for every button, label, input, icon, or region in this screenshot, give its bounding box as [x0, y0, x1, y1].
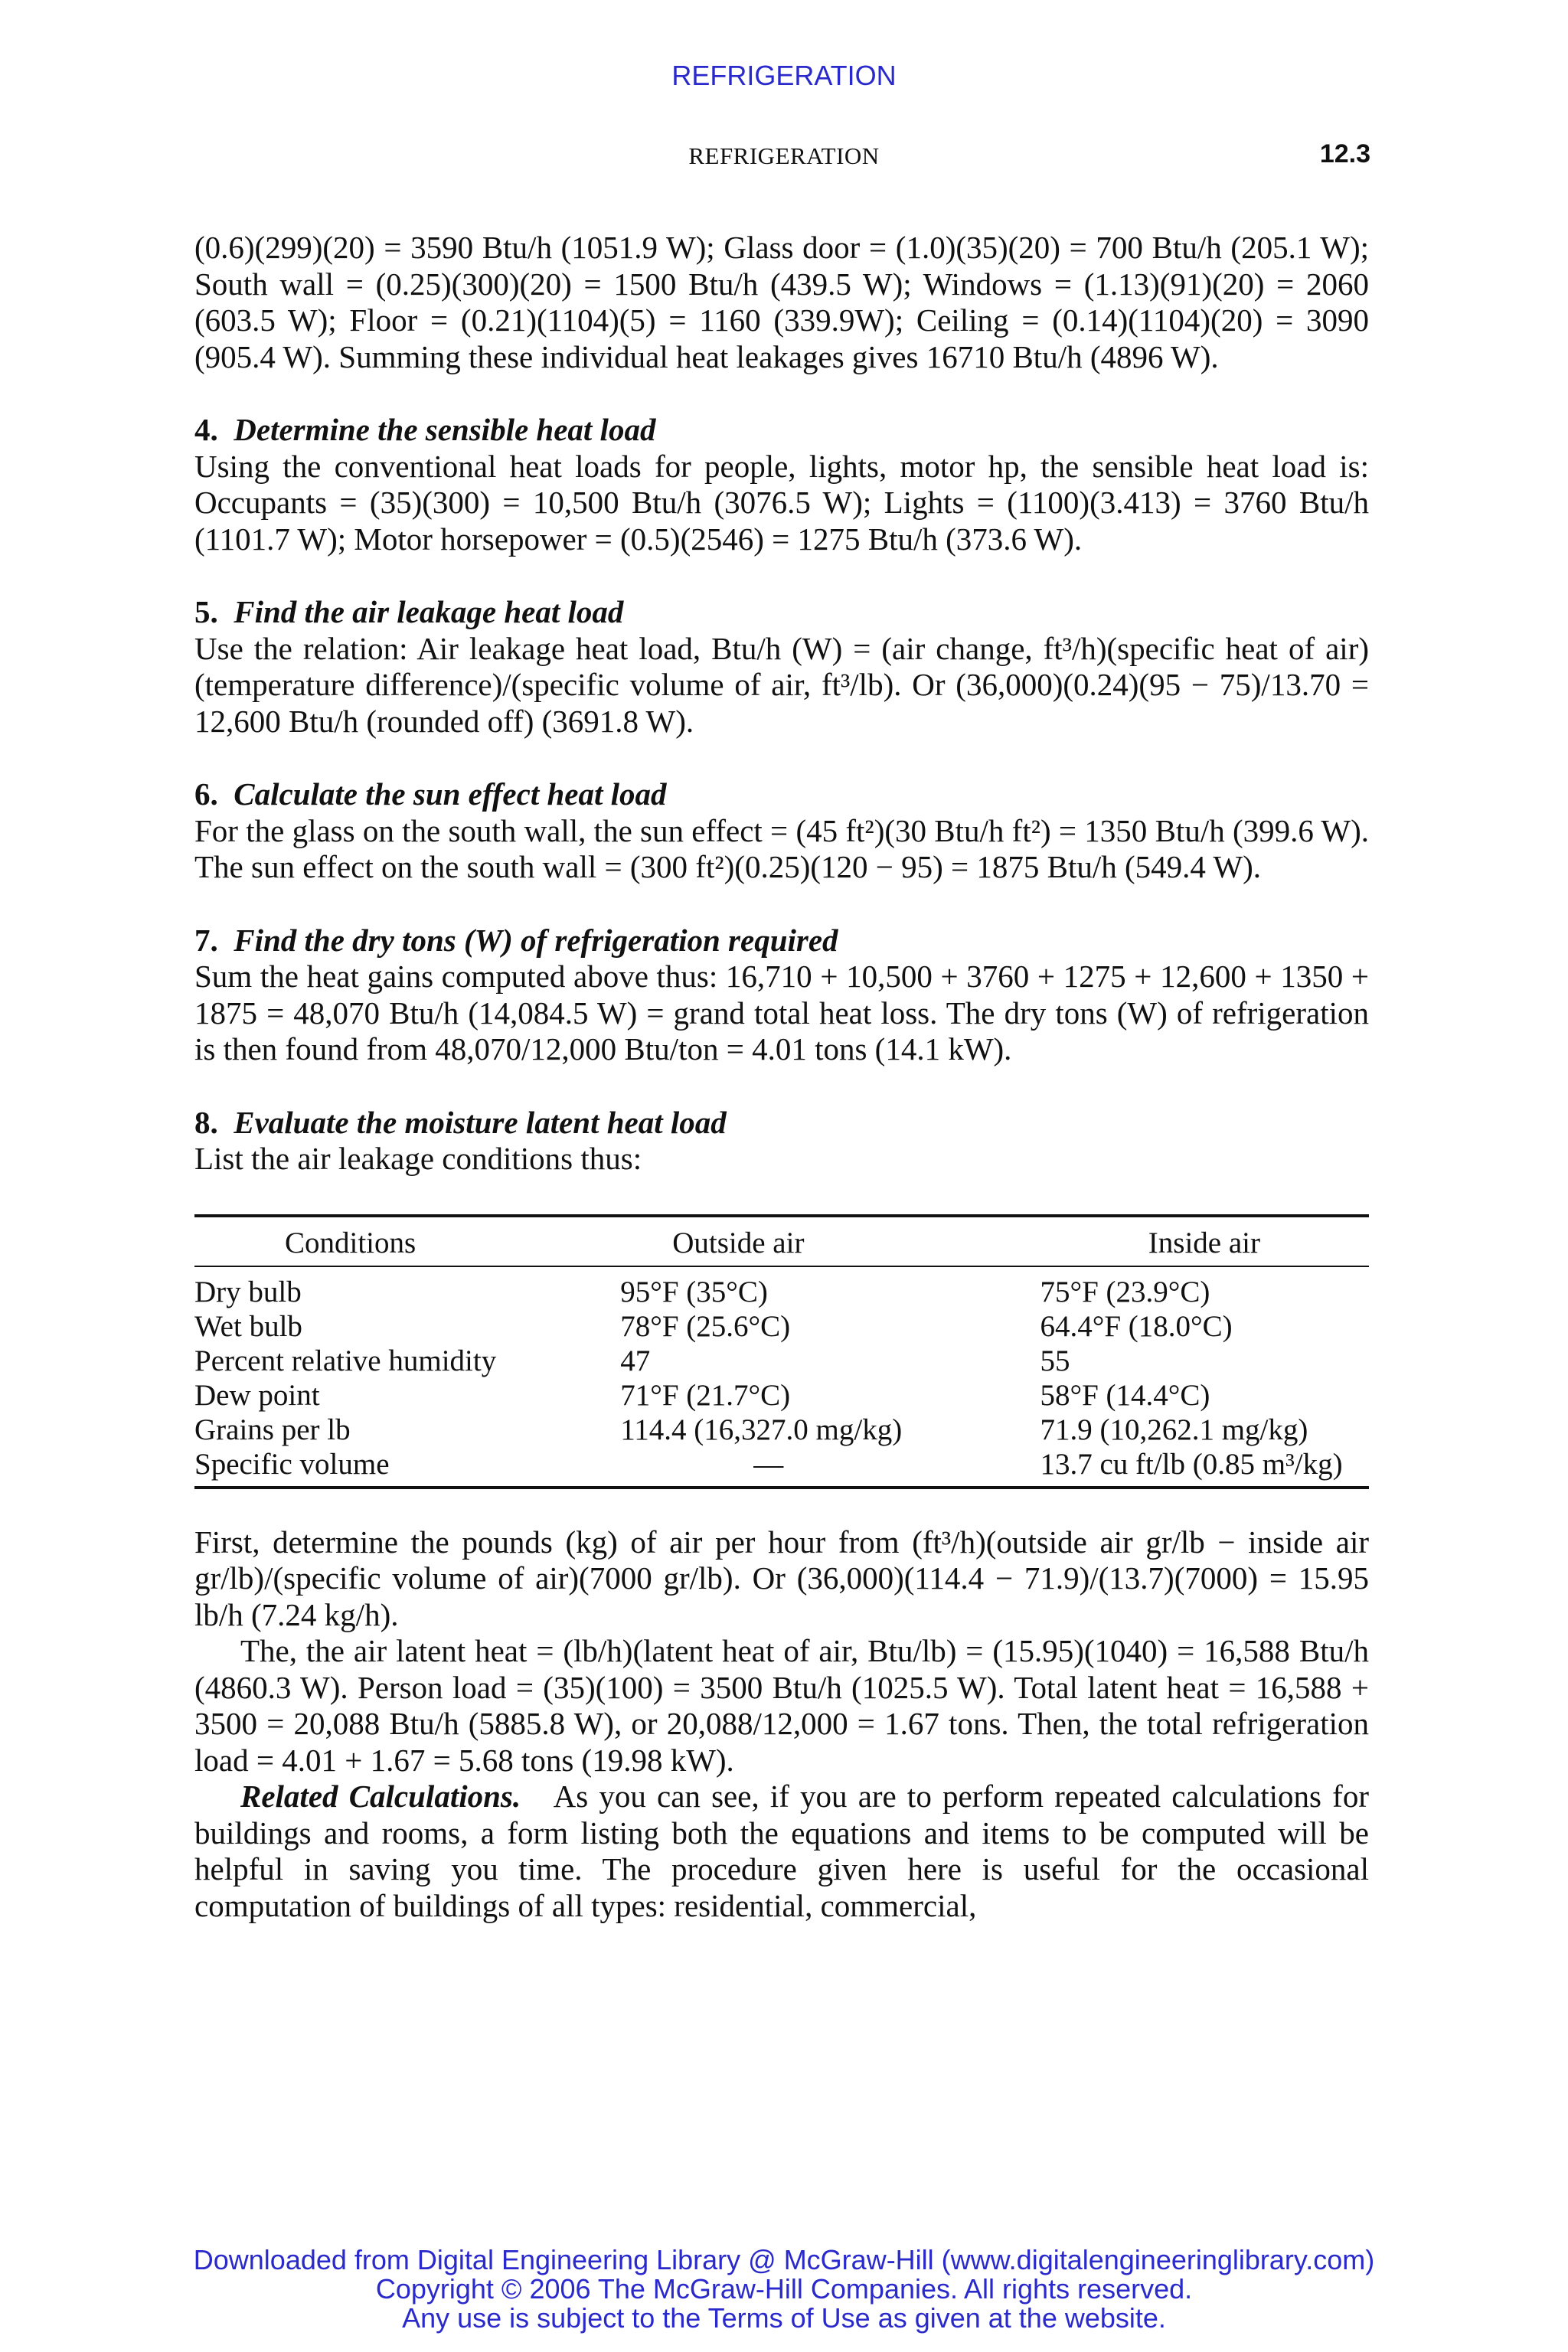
table-cell: Dew point	[194, 1378, 320, 1412]
table-cell: 75°F (23.9°C)	[1040, 1275, 1210, 1308]
step-title: Determine the sensible heat load	[234, 412, 656, 447]
step-7	[194, 923, 1369, 1068]
body-paragraph: The, the air latent heat = (lb/h)(latent heat of air, Btu/lb) = (15.95)(1040) = 16,588 Btu/h (4860.3 W). Person load = (35)(100) = 3500 Btu/h (1025.5 W). Total latent heat = 16,588 + 3500 = 20,088 Btu/h (5885.8 W), or 20,088/12,000 = 1.67 tons. Then, the total refrigeration load = 4.01 + 1.67 = 5.68 tons (19.98 kW).	[194, 1633, 1369, 1778]
step-number: 4.	[194, 412, 218, 447]
body-paragraph: First, determine the pounds (kg) of air per hour from (ft³/h)(outside air gr/lb − inside air gr/lb)/(specific volume of air)(7000 gr/lb). Or (36,000)(114.4 − 71.9)/(13.7)(7000) = 15.95 lb/h (7.24 kg/h).	[194, 1524, 1369, 1632]
table-cell: 47	[620, 1344, 651, 1377]
column-header: Inside air	[1040, 1216, 1369, 1266]
table-cell: 95°F (35°C)	[620, 1275, 768, 1308]
table-cell: 13.7 cu ft/lb (0.85 m³/kg)	[1040, 1447, 1343, 1481]
intro-paragraph: (0.6)(299)(20) = 3590 Btu/h (1051.9 W); Glass door = (1.0)(35)(20) = 700 Btu/h (205.1 W); South wall = (0.25)(300)(20) = 1500 Btu/h (439.5 W); Windows = (1.13)(91)(20) = 2060 (603.5 W); Floor = (0.21)(1104)(5) = 1160 (339.9W); Ceiling = (0.14)(1104)(20) = 3090 (905.4 W). Summing these individual heat leakages gives 16710 Btu/h (4896 W).	[194, 230, 1369, 374]
table-cell: 78°F (25.6°C)	[620, 1309, 791, 1343]
page-number: 12.3	[1319, 139, 1370, 168]
related-calculations-text: As you can see, if you are to perform repeated calculations for buildings and rooms, a form listing both the equations and items to be computed will be helpful in saving you time. The procedure given here is useful for the occasional computation of buildings of all types: residential, commercial,	[194, 1779, 1369, 1923]
step-heading	[194, 412, 1369, 449]
step-number: 5.	[194, 594, 218, 629]
step-number: 7.	[194, 922, 218, 958]
table-row	[194, 1309, 1369, 1344]
step-title: Find the dry tons (W) of refrigeration required	[234, 922, 838, 958]
footer-download-link[interactable]: Downloaded from Digital Engineering Library @ McGraw-Hill (www.digitalengineeringlibrary.com)	[193, 2244, 1375, 2275]
related-calculations-label: Related Calculations.	[240, 1779, 521, 1814]
step-body: Sum the heat gains computed above thus: 16,710 + 10,500 + 3760 + 1275 + 12,600 + 1350 + 1875 = 48,070 Btu/h (14,084.5 W) = grand total heat loss. The dry tons (W) of refrigeration is then found from 48,070/12,000 Btu/ton = 4.01 tons (14.1 kW).	[194, 959, 1369, 1067]
table-cell: Wet bulb	[194, 1309, 302, 1343]
page-body	[194, 230, 1369, 1924]
table-row	[194, 1266, 1369, 1309]
running-head: REFRIGERATION	[688, 142, 880, 169]
related-calculations-paragraph	[194, 1779, 1369, 1924]
step-title: Find the air leakage heat load	[234, 594, 624, 629]
table-cell: 55	[1040, 1344, 1070, 1377]
table-cell: 71°F (21.7°C)	[620, 1378, 791, 1412]
table-cell: 71.9 (10,262.1 mg/kg)	[1040, 1413, 1308, 1446]
table-cell: Grains per lb	[194, 1413, 351, 1446]
table-row	[194, 1413, 1369, 1447]
table-row	[194, 1447, 1369, 1488]
step-heading	[194, 594, 1369, 631]
table-cell: Percent relative humidity	[194, 1344, 497, 1377]
step-number: 8.	[194, 1104, 218, 1140]
table-row	[194, 1344, 1369, 1378]
step-title: Calculate the sun effect heat load	[234, 776, 667, 812]
table-cell: 64.4°F (18.0°C)	[1040, 1309, 1233, 1343]
step-body: Use the relation: Air leakage heat load, Btu/h (W) = (air change, ft³/h)(specific heat of air)(temperature difference)/(specific volume of air, ft³/lb). Or (36,000)(0.24)(95 − 75)/13.70 = 12,600 Btu/h (rounded off) (3691.8 W).	[194, 630, 1369, 739]
step-body: Using the conventional heat loads for people, lights, motor hp, the sensible heat load is: Occupants = (35)(300) = 10,500 Btu/h (3076.5 W); Lights = (1100)(3.413) = 3760 Btu/h (1101.7 W); Motor horsepower = (0.5)(2546) = 1275 Btu/h (373.6 W).	[194, 448, 1369, 557]
step-heading	[194, 923, 1369, 959]
table-cell: Specific volume	[194, 1447, 390, 1481]
step-body: For the glass on the south wall, the sun effect = (45 ft²)(30 Btu/h ft²) = 1350 Btu/h (399.6 W). The sun effect on the south wall = (300 ft²)(0.25)(120 − 95) = 1875 Btu/h (549.4 W).	[194, 812, 1369, 884]
footer-copyright: Copyright © 2006 The McGraw-Hill Companies. All rights reserved.	[375, 2273, 1193, 2305]
footer	[0, 2246, 1568, 2333]
step-title: Evaluate the moisture latent heat load	[234, 1104, 727, 1140]
header-link[interactable]: REFRIGERATION	[671, 60, 897, 91]
step-4	[194, 412, 1369, 557]
step-6	[194, 776, 1369, 886]
step-5	[194, 594, 1369, 740]
column-header: Outside air	[617, 1216, 1040, 1266]
step-8	[194, 1105, 1369, 1178]
air-conditions-table	[194, 1214, 1369, 1489]
table-row	[194, 1378, 1369, 1413]
table-cell: 58°F (14.4°C)	[1040, 1378, 1210, 1412]
column-header: Conditions	[194, 1216, 617, 1266]
step-heading	[194, 776, 1369, 813]
air-conditions-table-wrap	[194, 1214, 1369, 1489]
footer-terms[interactable]: Any use is subject to the Terms of Use as given at the website.	[402, 2302, 1166, 2334]
step-number: 6.	[194, 776, 218, 812]
table-header-row	[194, 1216, 1369, 1266]
table-cell: 114.4 (16,327.0 mg/kg)	[620, 1413, 903, 1446]
step-heading	[194, 1105, 1369, 1142]
table-cell: —	[753, 1447, 784, 1481]
table-cell: Dry bulb	[194, 1275, 302, 1308]
step-body: List the air leakage conditions thus:	[194, 1141, 642, 1176]
